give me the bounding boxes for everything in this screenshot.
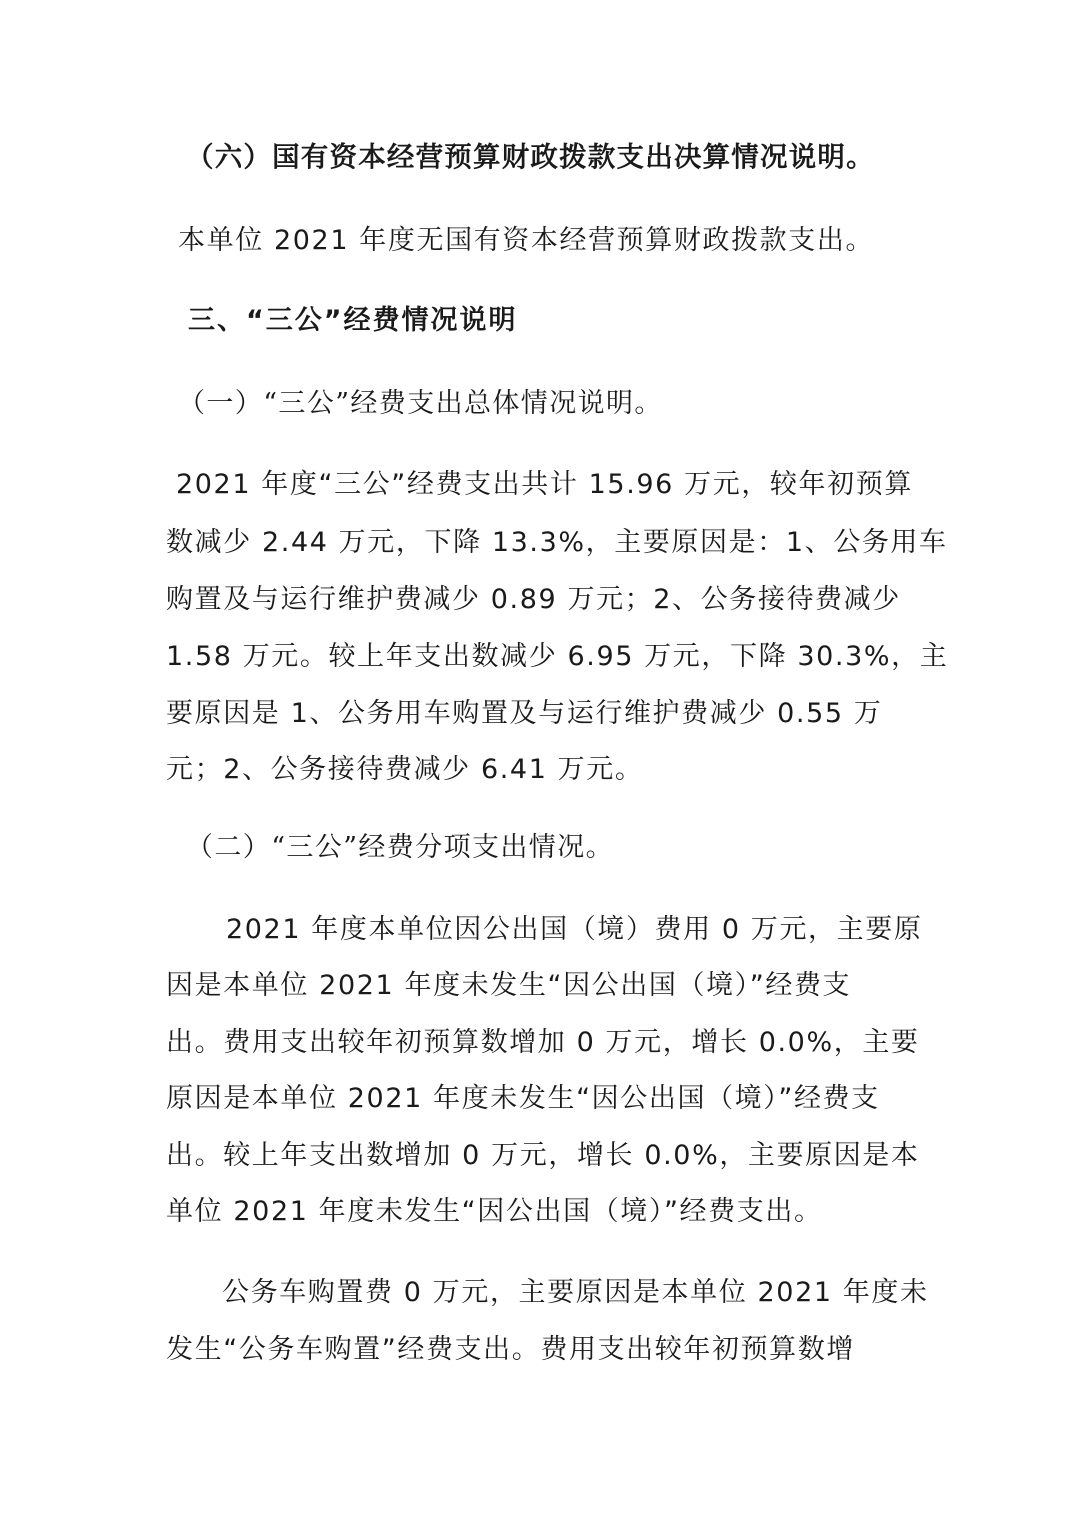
paragraph-line: 数减少 2.44 万元，下降 13.3%，主要原因是：1、公务用车 <box>166 527 948 558</box>
paragraph-line: 出。较上年支出数增加 0 万元，增长 0.0%，主要原因是本 <box>166 1140 920 1171</box>
paragraph-line: 原因是本单位 2021 年度未发生“因公出国（境）”经费支 <box>166 1083 880 1114</box>
section-heading-three-public: 三、“三公”经费情况说明 <box>188 305 518 336</box>
paragraph-line: 因是本单位 2021 年度未发生“因公出国（境）”经费支 <box>166 970 852 1001</box>
paragraph-state-capital: 本单位 2021 年度无国有资本经营预算财政拨款支出。 <box>178 225 875 256</box>
paragraph-line: 元；2、公务接待费减少 6.41 万元。 <box>166 754 644 785</box>
subsection-heading-itemized: （二）“三公”经费分项支出情况。 <box>186 832 615 863</box>
paragraph-line: 出。费用支出较年初预算数增加 0 万元，增长 0.0%，主要 <box>166 1027 920 1058</box>
paragraph-line: 单位 2021 年度未发生“因公出国（境）”经费支出。 <box>166 1196 823 1227</box>
subsection-heading-overall: （一）“三公”经费支出总体情况说明。 <box>178 388 663 419</box>
paragraph-line: 购置及与运行维护费减少 0.89 万元；2、公务接待费减少 <box>166 584 901 615</box>
paragraph-line: 2021 年度本单位因公出国（境）费用 0 万元，主要原 <box>226 914 923 945</box>
paragraph-line: 发生“公务车购置”经费支出。费用支出较年初预算数增 <box>166 1334 855 1365</box>
paragraph-line: 公务车购置费 0 万元，主要原因是本单位 2021 年度未 <box>222 1277 929 1308</box>
paragraph-line: 1.58 万元。较上年支出数减少 6.95 万元，下降 30.3%，主 <box>166 641 949 672</box>
section-heading-state-capital: （六）国有资本经营预算财政拨款支出决算情况说明。 <box>186 141 875 173</box>
paragraph-line: 要原因是 1、公务用车购置及与运行维护费减少 0.55 万 <box>166 698 883 729</box>
paragraph-line: 2021 年度“三公”经费支出共计 15.96 万元，较年初预算 <box>176 469 913 500</box>
